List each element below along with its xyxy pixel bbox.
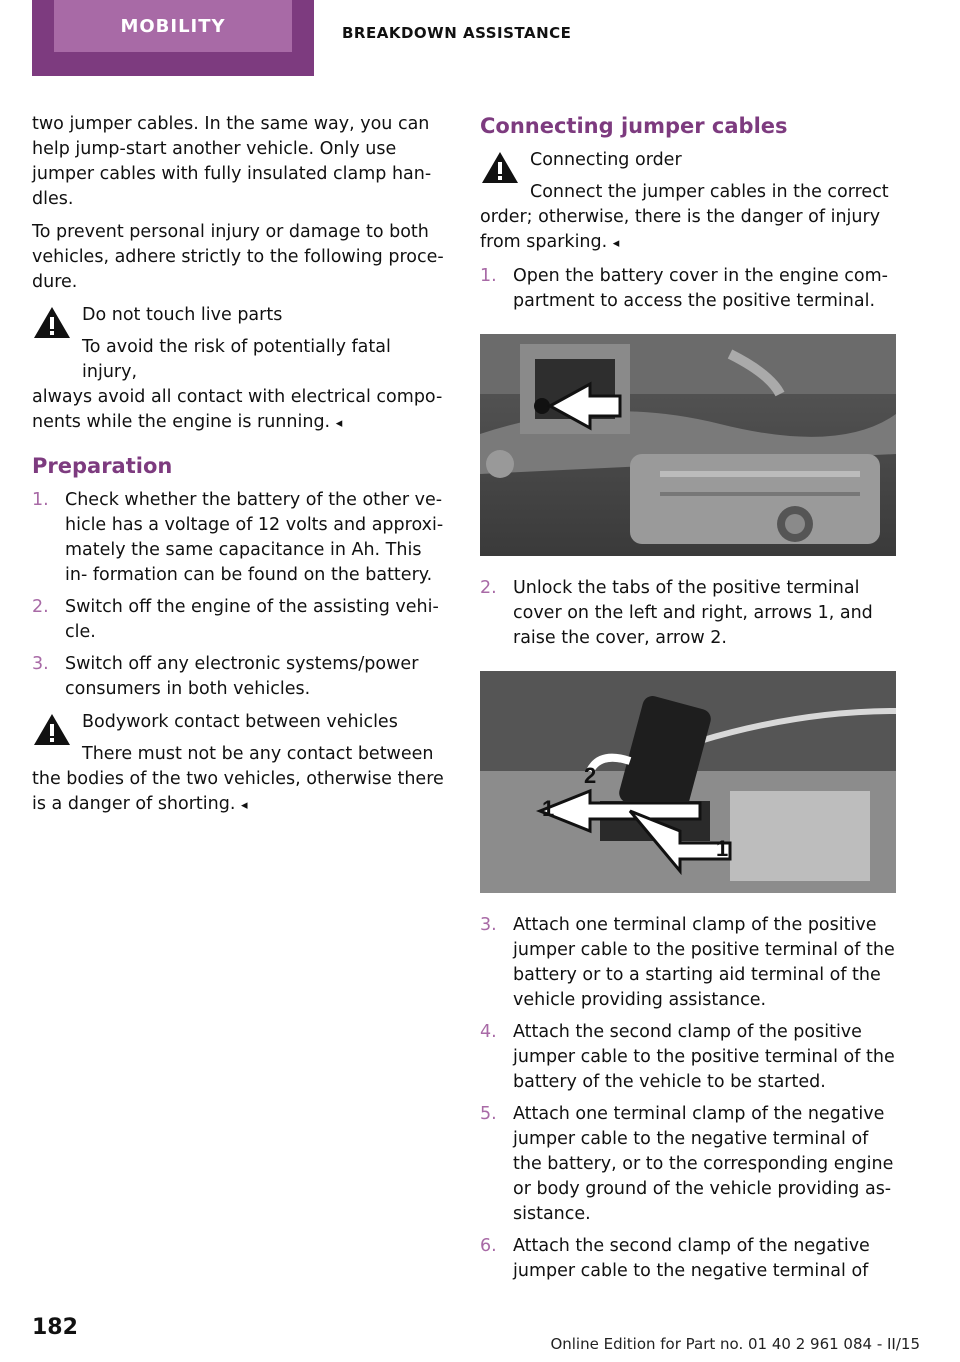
- step-number: 2.: [480, 578, 497, 598]
- list-item: [480, 264, 896, 314]
- connecting-steps-c: [480, 913, 896, 1284]
- callout-label: 1: [716, 836, 729, 861]
- preparation-heading: Preparation: [32, 454, 173, 478]
- intro-paragraph-1: two jumper cables. In the same way, you can help jump-start another vehicle. Only use jumper cables with fully insulated clamp han- dles.: [32, 114, 432, 209]
- warning-live-parts: [32, 303, 444, 436]
- step-number: 3.: [480, 915, 497, 935]
- warning-body: [32, 742, 444, 818]
- section-tab: [32, 0, 314, 76]
- chapter-title: BREAKDOWN ASSISTANCE: [342, 24, 572, 42]
- callout-label: 2: [584, 763, 597, 788]
- step-text: Switch off any electronic systems/power consumers in both vehicles.: [65, 654, 419, 699]
- intro-paragraph-2: To prevent personal injury or damage to both vehicles, adhere strictly to the following proce- dure.: [32, 222, 444, 292]
- step-text: Attach the second clamp of the negative jumper cable to the negative terminal of: [513, 1236, 870, 1281]
- step-number: 6.: [480, 1236, 497, 1256]
- step-text: Check whether the battery of the other ve- hicle has a voltage of 12 volts and approxi- mately the same capacitance in Ah. This in- formation can be found on the battery.: [65, 490, 444, 585]
- connecting-steps-a: [480, 264, 896, 314]
- section-tab-label: MOBILITY: [54, 0, 292, 52]
- step-number: 5.: [480, 1104, 497, 1124]
- right-column: [480, 112, 896, 1292]
- step-number: 3.: [32, 654, 49, 674]
- list-item: [480, 1234, 896, 1284]
- end-mark: ◂: [241, 798, 248, 813]
- warning-body-rest: the bodies of the two vehicles, otherwise there is a danger of shorting.: [32, 769, 444, 814]
- step-text: Unlock the tabs of the positive terminal cover on the left and right, arrows 1, and raise the cover, arrow 2.: [513, 578, 873, 648]
- warning-body: [32, 335, 444, 436]
- step-text: Open the battery cover in the engine com- partment to access the positive terminal.: [513, 266, 888, 311]
- list-item: [480, 913, 896, 1013]
- connecting-heading: Connecting jumper cables: [480, 114, 788, 138]
- warning-connecting-order: [480, 148, 896, 256]
- callout-label: 1: [542, 796, 555, 821]
- warning-body-rest: order; otherwise, there is the danger of injury from sparking.: [480, 207, 881, 252]
- list-item: [32, 595, 444, 645]
- edition-footer: Online Edition for Part no. 01 40 2 961 084 - II/15: [550, 1335, 920, 1353]
- step-number: 1.: [480, 266, 497, 286]
- step-text: Attach the second clamp of the positive jumper cable to the positive terminal of the battery of the vehicle to be started.: [513, 1022, 895, 1092]
- list-item: [32, 652, 444, 702]
- preparation-steps: [32, 488, 444, 702]
- step-text: Switch off the engine of the assisting vehi- cle.: [65, 597, 439, 642]
- step-number: 1.: [32, 490, 49, 510]
- page-number: 182: [32, 1315, 78, 1340]
- warning-body-first: To avoid the risk of potentially fatal injury,: [82, 337, 391, 382]
- step-number: 2.: [32, 597, 49, 617]
- engine-compartment-photo: [480, 334, 896, 556]
- connecting-steps-b: [480, 576, 896, 651]
- warning-triangle-icon: [32, 305, 72, 341]
- warning-title: Bodywork contact between vehicles: [82, 712, 398, 732]
- list-item: [480, 1102, 896, 1227]
- left-column: [32, 112, 444, 826]
- warning-title: Do not touch live parts: [82, 305, 283, 325]
- end-mark: ◂: [335, 416, 343, 431]
- step-text: Attach one terminal clamp of the negative jumper cable to the negative terminal of the battery, or to the corresponding engine or body ground of the vehicle providing as- sistance.: [513, 1104, 894, 1224]
- warning-body-first: Connect the jumper cables in the correct: [530, 182, 889, 202]
- warning-triangle-icon: [480, 150, 520, 186]
- list-item: [480, 1020, 896, 1095]
- warning-body: [480, 180, 896, 256]
- terminal-cover-photo: [480, 671, 896, 893]
- end-mark: ◂: [612, 236, 620, 251]
- step-number: 4.: [480, 1022, 497, 1042]
- warning-bodywork-contact: [32, 710, 444, 818]
- step-text: Attach one terminal clamp of the positive jumper cable to the positive terminal of the battery or to a starting aid terminal of the vehicle providing assistance.: [513, 915, 895, 1010]
- list-item: [32, 488, 444, 588]
- list-item: [480, 576, 896, 651]
- warning-body-rest: always avoid all contact with electrical compo- nents while the engine is running.: [32, 387, 443, 432]
- warning-body-first: There must not be any contact between: [82, 744, 434, 764]
- warning-title: Connecting order: [530, 150, 682, 170]
- warning-triangle-icon: [32, 712, 72, 748]
